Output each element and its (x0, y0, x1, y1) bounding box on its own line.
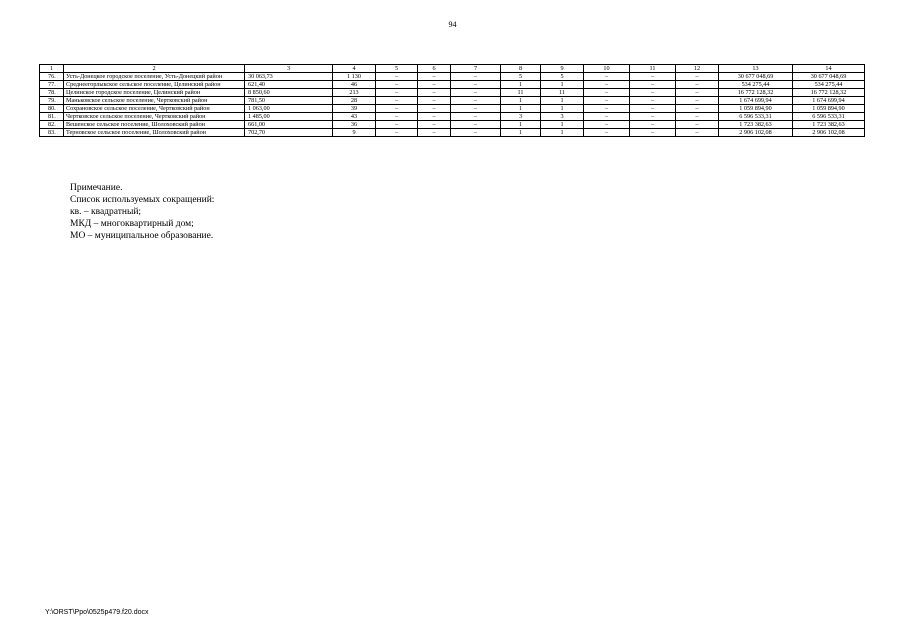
column-header: 2 (64, 65, 245, 73)
table-cell: 1 063,00 (245, 105, 333, 113)
table-cell: 76. (40, 73, 64, 81)
table-cell: 36 (333, 121, 376, 129)
table-cell: 39 (333, 105, 376, 113)
table-row (40, 129, 865, 137)
table-row (40, 113, 865, 121)
table-cell: 1 (501, 121, 541, 129)
settlement-name-cell: Сохрановское сельское поселение, Чертковский район (64, 105, 245, 113)
abbreviations-title: Список используемых сокращений: (70, 195, 215, 205)
table-cell: 28 (333, 97, 376, 105)
table-cell: – (630, 81, 676, 89)
table-cell: – (676, 121, 719, 129)
table-cell: 1 (501, 97, 541, 105)
table-cell: – (584, 113, 630, 121)
table-row (40, 105, 865, 113)
table-cell: 30 063,73 (245, 73, 333, 81)
table-cell: 534 275,44 (793, 81, 865, 89)
table-cell: 5 (541, 73, 584, 81)
table-cell: 1 674 699,94 (719, 97, 793, 105)
table-cell: – (630, 89, 676, 97)
table-cell: – (451, 129, 501, 137)
abbreviation-item: МКД – многоквартирный дом; (70, 219, 194, 229)
table-cell: – (584, 73, 630, 81)
settlement-name-cell: Усть-Донецкое городское поселение, Усть-Донецкий район (64, 73, 245, 81)
table-cell: – (418, 97, 451, 105)
table-row (40, 97, 865, 105)
table-cell: 621,40 (245, 81, 333, 89)
table-cell: – (630, 105, 676, 113)
column-header: 9 (541, 65, 584, 73)
settlement-name-cell: Целинское городское поселение, Целинский район (64, 89, 245, 97)
data-table-container (39, 64, 864, 137)
notes-title: Примечание. (70, 183, 123, 193)
table-cell: 79. (40, 97, 64, 105)
table-cell: 8 850,60 (245, 89, 333, 97)
table-cell: 9 (333, 129, 376, 137)
table-cell: 6 596 533,31 (793, 113, 865, 121)
column-header: 1 (40, 65, 64, 73)
table-cell: – (418, 81, 451, 89)
table-cell: 1 (541, 97, 584, 105)
table-cell: 78. (40, 89, 64, 97)
table-cell: 1 (541, 105, 584, 113)
table-cell: – (376, 73, 418, 81)
column-header: 13 (719, 65, 793, 73)
table-cell: – (676, 113, 719, 121)
settlement-name-cell: Чертковское сельское поселение, Чертковский район (64, 113, 245, 121)
table-cell: 1 (501, 129, 541, 137)
table-row (40, 121, 865, 129)
table-cell: – (676, 73, 719, 81)
table-cell: – (418, 129, 451, 137)
column-header: 7 (451, 65, 501, 73)
table-cell: 5 (501, 73, 541, 81)
table-cell: – (676, 105, 719, 113)
table-row (40, 73, 865, 81)
table-cell: 77. (40, 81, 64, 89)
notes-section (70, 182, 214, 242)
table-cell: – (376, 113, 418, 121)
settlement-name-cell: Среднеегорлыкское сельское поселение, Целинский район (64, 81, 245, 89)
table-cell: – (451, 97, 501, 105)
table-cell: – (451, 105, 501, 113)
table-cell: – (376, 89, 418, 97)
table-cell: 1 059 894,90 (719, 105, 793, 113)
table-cell: 1 723 382,63 (793, 121, 865, 129)
table-cell: – (418, 105, 451, 113)
file-path-footer: Y:\ORST\Ppo\0525p479.f20.docx (45, 609, 149, 616)
table-cell: – (676, 129, 719, 137)
table-cell: – (676, 89, 719, 97)
table-cell: 83. (40, 129, 64, 137)
table-cell: 534 275,44 (719, 81, 793, 89)
column-header: 10 (584, 65, 630, 73)
table-cell: 3 (501, 113, 541, 121)
table-cell: 80. (40, 105, 64, 113)
table-cell: – (451, 81, 501, 89)
table-cell: 1 059 894,90 (793, 105, 865, 113)
column-header: 8 (501, 65, 541, 73)
table-cell: 1 723 382,63 (719, 121, 793, 129)
table-cell: – (584, 121, 630, 129)
table-cell: 1 130 (333, 73, 376, 81)
table-cell: – (630, 129, 676, 137)
table-cell: 2 906 102,08 (793, 129, 865, 137)
table-cell: 1 (501, 81, 541, 89)
table-cell: – (676, 97, 719, 105)
table-cell: – (584, 81, 630, 89)
table-row (40, 81, 865, 89)
table-cell: – (451, 73, 501, 81)
abbreviation-item: кв. – квадратный; (70, 207, 142, 217)
table-cell: 82. (40, 121, 64, 129)
table-cell: 1 485,00 (245, 113, 333, 121)
table-cell: 1 (501, 105, 541, 113)
table-cell: 702,70 (245, 129, 333, 137)
table-cell: 1 (541, 129, 584, 137)
table-cell: – (418, 121, 451, 129)
column-header: 11 (630, 65, 676, 73)
table-cell: 1 674 699,94 (793, 97, 865, 105)
table-cell: 11 (501, 89, 541, 97)
table-cell: – (630, 73, 676, 81)
column-header: 14 (793, 65, 865, 73)
table-cell: – (418, 73, 451, 81)
table-cell: – (584, 105, 630, 113)
table-cell: – (376, 81, 418, 89)
column-header: 4 (333, 65, 376, 73)
table-cell: 30 677 048,69 (793, 73, 865, 81)
table-cell: – (451, 89, 501, 97)
table-cell: 213 (333, 89, 376, 97)
table-cell: 3 (541, 113, 584, 121)
table-cell: – (376, 121, 418, 129)
table-cell: 6 596 533,31 (719, 113, 793, 121)
table-cell: 1 (541, 121, 584, 129)
settlement-name-cell: Вешенское сельское поселение, Шолоховский район (64, 121, 245, 129)
table-cell: – (630, 113, 676, 121)
table-cell: – (630, 121, 676, 129)
table-cell: – (676, 81, 719, 89)
table-cell: – (376, 129, 418, 137)
table-cell: 16 772 128,32 (793, 89, 865, 97)
table-cell: 16 772 128,32 (719, 89, 793, 97)
table-cell: 43 (333, 113, 376, 121)
table-header-row (40, 65, 865, 73)
table-cell: 661,00 (245, 121, 333, 129)
table-cell: 2 906 102,08 (719, 129, 793, 137)
table-cell: – (584, 89, 630, 97)
data-table (39, 64, 865, 137)
table-cell: 81. (40, 113, 64, 121)
table-cell: 46 (333, 81, 376, 89)
table-cell: – (584, 129, 630, 137)
table-cell: 781,50 (245, 97, 333, 105)
table-cell: – (376, 105, 418, 113)
table-cell: – (418, 113, 451, 121)
column-header: 3 (245, 65, 333, 73)
table-cell: 30 677 048,69 (719, 73, 793, 81)
table-cell: – (584, 97, 630, 105)
table-cell: – (376, 97, 418, 105)
table-cell: – (418, 89, 451, 97)
settlement-name-cell: Маньковское сельское поселение, Чертковский район (64, 97, 245, 105)
settlement-name-cell: Терновское сельское поселение, Шолоховский район (64, 129, 245, 137)
abbreviation-item: МО – муниципальное образование. (70, 231, 214, 241)
column-header: 5 (376, 65, 418, 73)
page-number: 94 (448, 20, 457, 29)
table-cell: 1 (541, 81, 584, 89)
table-cell: 11 (541, 89, 584, 97)
column-header: 12 (676, 65, 719, 73)
table-cell: – (630, 97, 676, 105)
column-header: 6 (418, 65, 451, 73)
table-row (40, 89, 865, 97)
table-cell: – (451, 121, 501, 129)
table-cell: – (451, 113, 501, 121)
